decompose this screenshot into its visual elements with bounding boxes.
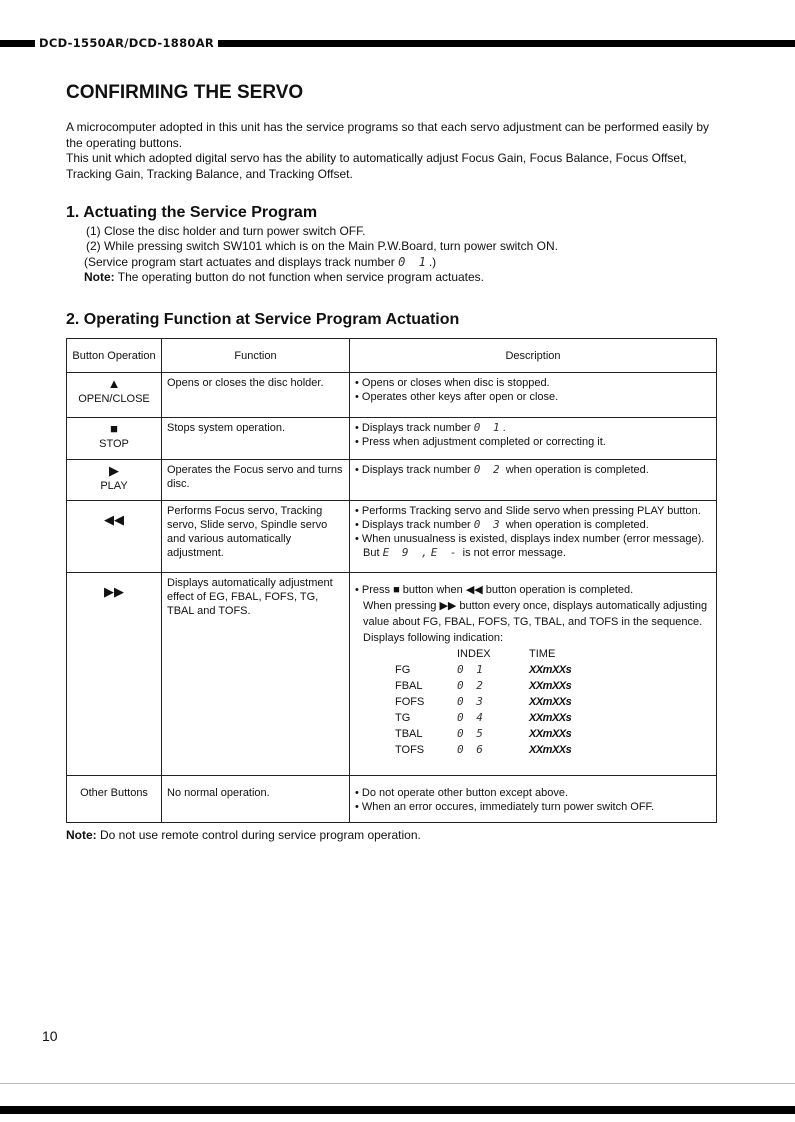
- indication-name: FG: [395, 664, 411, 676]
- page-number: 10: [42, 1028, 58, 1044]
- time-header: TIME: [529, 648, 556, 660]
- desc-line: [355, 421, 711, 435]
- desc-line: • Operates other keys after open or close.: [355, 391, 559, 403]
- desc-line: Displays following indication:: [363, 632, 504, 644]
- stop-icon: ■: [393, 584, 400, 596]
- desc-line: • Opens or closes when disc is stopped.: [355, 377, 550, 389]
- indication-time: XXmXXs: [529, 696, 572, 708]
- seven-seg-display: 0 3: [473, 518, 503, 531]
- button-cell: [67, 460, 162, 501]
- stop-icon: ■: [110, 421, 118, 436]
- text: • Displays track number: [355, 519, 474, 531]
- rewind-icon: ◀◀: [465, 584, 483, 596]
- desc-line: • Do not operate other button except above.: [355, 787, 568, 799]
- intro-paragraph: This unit which adopted digital servo has the ability to automatically adjust Focus Gain, Focus Balance, Focus Offset, Tracking Gain, Tracking Balance, and Tracking Offset.: [66, 151, 687, 181]
- function-text: Performs Focus servo, Tracking servo, Slide servo, Spindle servo and various automatically adjustment.: [162, 501, 350, 573]
- desc-line: • Press when adjustment completed or correcting it.: [355, 436, 606, 448]
- text: button when: [399, 584, 466, 596]
- indication-time: XXmXXs: [529, 712, 572, 724]
- text: (Service program start actuates and displays track number: [84, 254, 399, 269]
- indication-table: [395, 646, 711, 758]
- button-cell: [67, 501, 162, 573]
- description: [350, 373, 717, 418]
- indication-index: 0 1: [457, 663, 486, 676]
- seven-seg-display: 0 1: [398, 254, 429, 269]
- text: But: [363, 547, 383, 559]
- desc-line: [363, 598, 711, 630]
- button-cell: [67, 373, 162, 418]
- button-cell: [67, 418, 162, 460]
- footer-bar: [0, 1106, 795, 1114]
- indication-name: FBAL: [395, 680, 423, 692]
- button-label: OPEN/CLOSE: [78, 393, 150, 405]
- note-label: Note:: [84, 269, 115, 284]
- desc-line: [363, 546, 711, 560]
- function-text: Opens or closes the disc holder.: [162, 373, 350, 418]
- header-bar-left: [0, 40, 35, 47]
- fast-forward-icon: ▶▶: [104, 584, 124, 599]
- text: • Displays track number: [355, 464, 474, 476]
- desc-line: • Performs Tracking servo and Slide servo when pressing PLAY button.: [355, 505, 701, 517]
- function-text: Stops system operation.: [162, 418, 350, 460]
- seven-seg-display: E 9 ,E -: [382, 546, 460, 559]
- description: [350, 501, 717, 573]
- eject-icon: ▲: [107, 376, 121, 391]
- header-bar-right: [218, 40, 795, 47]
- text: .): [428, 254, 437, 269]
- fast-forward-icon: ▶▶: [439, 600, 457, 612]
- indication-name: TBAL: [395, 728, 423, 740]
- text: • Press: [355, 584, 394, 596]
- indication-index: 0 2: [457, 679, 486, 692]
- section-heading: 2. Operating Function at Service Program Actuation: [66, 311, 460, 328]
- intro-paragraph: A microcomputer adopted in this unit has the service programs so that each servo adjustment can be performed easily by the operating buttons.: [66, 120, 709, 150]
- text: When pressing: [363, 600, 440, 612]
- text: when operation is completed.: [502, 464, 649, 476]
- text: .: [502, 422, 506, 434]
- table-row: [67, 373, 717, 418]
- function-text: Operates the Focus servo and turns disc.: [162, 460, 350, 501]
- desc-line: • When an error occures, immediately turn power switch OFF.: [355, 801, 655, 813]
- function-table: [66, 338, 717, 823]
- indication-index: 0 3: [457, 695, 486, 708]
- function-text: Displays automatically adjustment effect of EG, FBAL, FOFS, TG, TBAL and TOFS.: [162, 573, 350, 776]
- desc-line: [355, 518, 711, 532]
- table-row: [67, 573, 717, 776]
- function-text: No normal operation.: [162, 776, 350, 823]
- text: button operation is completed.: [482, 584, 634, 596]
- table-row: [67, 501, 717, 573]
- description: [350, 418, 717, 460]
- indication-index: 0 6: [457, 743, 486, 756]
- table-row: [67, 776, 717, 823]
- description: [350, 573, 717, 776]
- step: (2) While pressing switch SW101 which is on the Main P.W.Board, turn power switch ON.: [86, 239, 558, 254]
- indication-time: XXmXXs: [529, 664, 572, 676]
- note-text: Do not use remote control during service program operation.: [96, 828, 421, 842]
- indication-index: 0 5: [457, 727, 486, 740]
- col-function: Function: [162, 339, 350, 373]
- col-button: Button Operation: [67, 339, 162, 373]
- note-text: The operating button do not function when service program actuates.: [114, 269, 485, 284]
- indication-name: TOFS: [395, 744, 425, 756]
- desc-line: [355, 582, 711, 598]
- page-title: CONFIRMING THE SERVO: [66, 82, 304, 103]
- footer-note: [66, 828, 421, 842]
- indication-name: FOFS: [395, 696, 425, 708]
- table-header: [67, 339, 717, 373]
- table-row: [67, 460, 717, 501]
- divider: [0, 1083, 795, 1084]
- seven-seg-display: 0 2: [473, 463, 503, 476]
- button-label: STOP: [99, 438, 129, 450]
- text: when operation is completed.: [502, 519, 649, 531]
- text: button every once, displays automatically adjusting value about FG, FBAL, FOFS, TG, TBAL, and TOFS in the sequence.: [363, 600, 708, 628]
- button-cell: [67, 573, 162, 776]
- page-header: [0, 38, 795, 48]
- desc-line: • When unusualness is existed, displays index number (error message).: [355, 533, 705, 545]
- indication-time: XXmXXs: [529, 744, 572, 756]
- play-icon: ▶: [109, 463, 119, 478]
- button-label: PLAY: [100, 480, 128, 492]
- seven-seg-display: 0 1: [473, 421, 503, 434]
- col-description: Description: [350, 339, 717, 373]
- intro: [66, 120, 726, 182]
- step: (1) Close the disc holder and turn power switch OFF.: [86, 224, 366, 238]
- section1-body: [86, 224, 558, 285]
- description: [350, 776, 717, 823]
- description: [350, 460, 717, 501]
- note-label: Note:: [66, 828, 97, 842]
- indication-index: 0 4: [457, 711, 486, 724]
- indication-time: XXmXXs: [529, 728, 572, 740]
- section-heading: 1. Actuating the Service Program: [66, 204, 318, 221]
- table-row: [67, 418, 717, 460]
- text: is not error message.: [459, 547, 566, 559]
- indication-time: XXmXXs: [529, 680, 572, 692]
- step-note: [84, 255, 558, 270]
- rewind-icon: ◀◀: [104, 512, 124, 527]
- index-header: INDEX: [457, 648, 491, 660]
- model-name: DCD-1550AR/DCD-1880AR: [39, 36, 215, 50]
- text: • Displays track number: [355, 422, 474, 434]
- indication-name: TG: [395, 712, 411, 724]
- button-label: Other Buttons: [67, 776, 162, 823]
- note: [84, 270, 558, 285]
